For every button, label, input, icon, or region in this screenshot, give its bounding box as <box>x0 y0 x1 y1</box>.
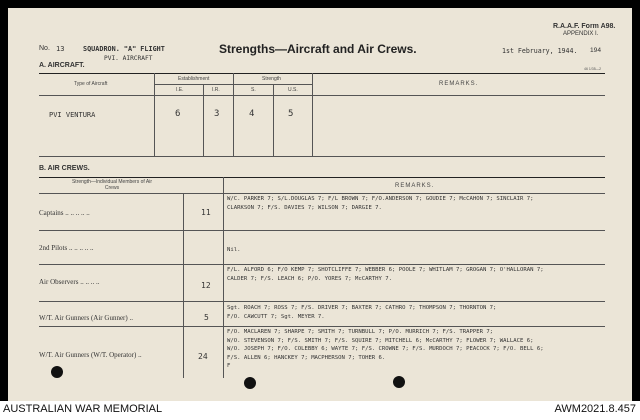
row-count-air-gunners: 5 <box>204 313 209 322</box>
aircraft-us: 5 <box>288 109 294 119</box>
col-ie: I.E. <box>176 87 184 93</box>
remarks-wt-operator <box>227 328 544 371</box>
col-remarks-b: REMARKS. <box>395 183 435 189</box>
remarks-air-observers <box>227 266 544 283</box>
col-type: Type of Aircraft <box>74 81 108 87</box>
col-crew-strength <box>66 179 158 191</box>
document-page <box>8 8 632 401</box>
row-count-wt-operator: 24 <box>198 352 208 361</box>
col-s: S. <box>251 87 256 93</box>
date-suffix: 194 <box>590 47 602 54</box>
page-title: Strengths—Aircraft and Air Crews. <box>219 42 417 56</box>
punch-hole-left <box>51 366 63 378</box>
remarks-air-gunners <box>227 304 496 321</box>
remarks-line: F/L. ALFORD 6; F/O KEMP 7; SHOTCLIFFE 7; WEBBER 6; POOLE 7; WHITLAM 7; GROGAN 7; O'HALLORAN 7; <box>227 267 544 273</box>
appendix: APPENDIX I. <box>563 31 599 37</box>
punch-hole-middle <box>244 377 256 389</box>
remarks-line: F <box>227 363 231 370</box>
squadron-sub: PVI. AIRCRAFT <box>104 55 153 62</box>
remarks-line: CLARKSON 7; F/S. DAVIES 7; WILSON 7; DARGIE 7. <box>227 204 382 211</box>
caption-accession: AWM2021.8.457 <box>554 403 636 415</box>
aircraft-s: 4 <box>249 109 255 119</box>
print-code: 46 1/35—2 <box>584 67 602 71</box>
col-remarks-a: REMARKS. <box>439 81 479 87</box>
row-label-2nd-pilots: 2nd Pilots .. .. .. .. .. <box>39 244 94 252</box>
remarks-line: W/C. PARKER 7; S/L.DOUGLAS 7; F/L BROWN 7; F/O.ANDERSON 7; GOUDIE 7; McCAHON 7; SINCLAIR 7; <box>227 196 534 202</box>
squadron: SQUADRON. "A" FLIGHT <box>83 45 165 53</box>
remarks-line: W/O. JOSEPH 7; F/O. COLEBBY 6; WAYTE 7; F/S. CROWNE 7; F/S. MURDOCH 7; PEACOCK 7; F/O. BELL 6; <box>227 346 544 353</box>
section-b-label: B. AIR CREWS. <box>39 165 90 172</box>
col-establishment: Establishment <box>178 76 210 82</box>
remarks-line: F/O. MACLAREN 7; SHARPE 7; SMITH 7; TURNBULL 7; P/O. MURRICH 7; F/S. TRAPPER 7; <box>227 329 494 335</box>
remarks-line: Nil. <box>227 247 241 253</box>
no-value: 13 <box>56 45 65 53</box>
row-count-air-observers: 12 <box>201 281 211 290</box>
row-label-wt-operator: W/T. Air Gunners (W/T. Operator) .. <box>39 351 142 359</box>
remarks-line: Sgt. ROACH 7; ROSS 7; F/S. DRIVER 7; BAXTER 7; CATHRO 7; THOMPSON 7; THORNTON 7; <box>227 305 497 311</box>
remarks-captains <box>227 195 533 212</box>
remarks-line: W/O. STEVENSON 7; F/S. SMITH 7; F/S. SQUIRE 7; MITCHELL 6; McCARTHY 7; FLOWER 7; WALLACE 6; <box>227 337 534 344</box>
col-us: U.S. <box>288 87 298 93</box>
aircraft-ie: 6 <box>175 109 181 119</box>
row-count-captains: 11 <box>201 208 211 217</box>
form-code: R.A.A.F. Form A98. <box>553 23 616 30</box>
col-crew-strength-text: Strength—Individual Members of Air Crews <box>71 179 153 191</box>
remarks-line: F/S. ALLEN 6; HANCKEY 7; MACPHERSON 7; TOHER 6. <box>227 354 386 361</box>
caption-bar <box>0 401 640 420</box>
remarks-line: F/O. CAWCUTT 7; Sgt. MEYER 7. <box>227 313 325 320</box>
aircraft-type: PVI VENTURA <box>49 111 96 119</box>
remarks-2nd-pilots <box>227 246 240 255</box>
remarks-line: CALDER 7; F/S. LEACH 6; P/O. YORES 7; McCARTHY 7. <box>227 275 393 282</box>
no-label: No. <box>39 45 50 52</box>
date: 1st February, 1944. <box>502 47 578 55</box>
col-ir: I.R. <box>212 87 220 93</box>
col-strength: Strength <box>262 76 281 82</box>
aircraft-ir: 3 <box>214 109 220 119</box>
caption-institution: AUSTRALIAN WAR MEMORIAL <box>3 403 163 415</box>
row-label-air-observers: Air Observers .. .. .. .. <box>39 278 100 286</box>
row-label-captains: Captains .. .. .. .. .. <box>39 209 90 217</box>
section-a-label: A. AIRCRAFT. <box>39 62 85 69</box>
punch-hole-right <box>393 376 405 388</box>
row-label-air-gunners: W/T. Air Gunners (Air Gunner) .. <box>39 314 133 322</box>
